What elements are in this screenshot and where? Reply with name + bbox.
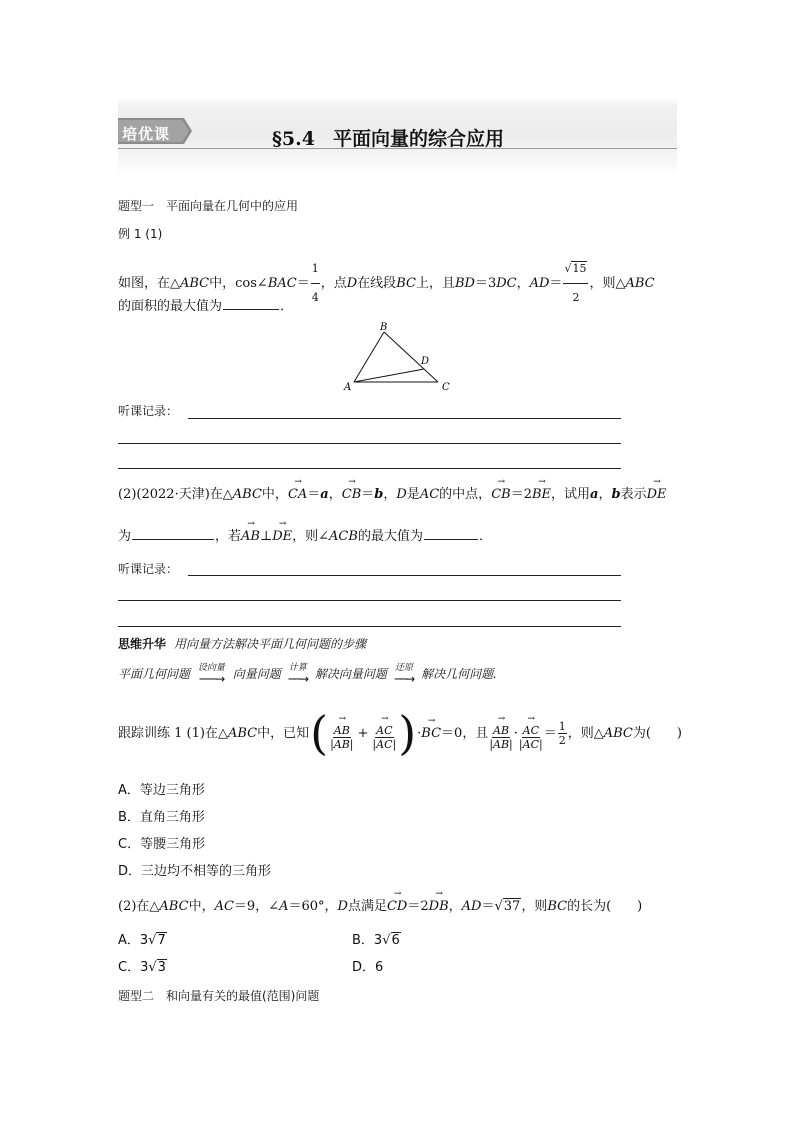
example-label: 例 1 (1) — [118, 227, 163, 241]
example1-part2-line2: 为 ，若→ AB⊥→ DE，则∠ACB的最大值为 ． — [118, 530, 492, 543]
choice-option-c[interactable]: C．3√3 — [118, 960, 166, 975]
example1-line1: 如图，在△ABC中，cos∠BAC＝ $\frac{1}{4}$ ，点D在线段BC上，且BD＝3DC，AD＝ $\frac{√15}{2}$ ，则△ABC — [118, 256, 655, 311]
example1-part2-line1: (2)(2022·天津)在△ABC中，→ CA＝a，→ CB＝b，D是AC的中点，→ CB＝2→ BE，试用a，b表示→ DE — [118, 488, 667, 501]
choice-option-d[interactable]: D．6 — [352, 960, 384, 975]
answer-blank[interactable] — [132, 538, 214, 540]
choice-option-b[interactable]: B．直角三角形 — [118, 810, 205, 825]
vertex-b-label: B — [380, 322, 388, 333]
choice-option-d[interactable]: D．三边均不相等的三角形 — [118, 864, 272, 879]
tracking2-question: (2)在△ABC中，AC＝9，∠A＝60°，D点满足→ CD＝2→ DB，AD＝√37，则BC的长为( ) — [118, 900, 642, 913]
notes-line[interactable] — [188, 418, 621, 419]
notes-label-2: 听课记录： — [118, 562, 179, 576]
example1-line2: 的面积的最大值为 ． — [118, 299, 294, 314]
course-badge — [118, 118, 192, 144]
thinking-text: 用向量方法解决平面几何问题的步骤 — [174, 637, 367, 651]
vertex-c-label: C — [442, 382, 450, 393]
notes-line[interactable] — [118, 443, 621, 444]
type2-heading: 题型二 和向量有关的最值(范围)问题 — [118, 989, 320, 1003]
choice-option-b[interactable]: B．3√6 — [352, 933, 400, 948]
notes-line[interactable] — [118, 468, 621, 469]
thinking-summary — [118, 638, 366, 650]
thinking-label: 思维升华 — [118, 637, 167, 651]
section-number: §5.4 — [272, 128, 315, 150]
vertex-a-label: A — [344, 382, 352, 393]
answer-blank[interactable] — [223, 308, 279, 310]
choice-option-a[interactable]: A．等边三角形 — [118, 783, 205, 798]
notes-line[interactable] — [118, 600, 621, 601]
choice-option-a[interactable]: A．3√7 — [118, 933, 166, 948]
notes-line[interactable] — [188, 575, 621, 576]
fraction-one-quarter: $\frac{1}{4}$ — [311, 256, 320, 311]
notes-line[interactable] — [118, 626, 621, 627]
thinking-steps: 平面几何问题 设向量 ───→ 向量问题 计算 ──→ 解决向量问题 还原 ──→ 解决几何问题. — [118, 663, 497, 686]
fraction-sqrt15-over-2: $\frac{√15}{2}$ — [563, 256, 588, 311]
point-d-label: D — [421, 356, 430, 367]
notes-label-1: 听课记录： — [118, 404, 179, 418]
answer-blank[interactable] — [424, 538, 478, 540]
section-title: 平面向量的综合应用 — [333, 128, 505, 150]
triangle-figure — [340, 320, 460, 395]
tracking1-question: 跟踪训练 1 (1)在△ ABC 中，已知 ( → $\frac{AB}{|AB|}$ + → $\frac{AC}{|AC|}$ ) · → BC ＝0，且 → $\frac{AB}{|AB|}$ · → $\frac{AC}{|AC|}$ ＝ $\frac{1}{2}$ ，则△ ABC 为( ) — [118, 698, 682, 768]
type1-heading: 题型一 平面向量在几何中的应用 — [118, 199, 299, 213]
page-title — [272, 124, 504, 151]
badge-label: 培优课 — [122, 125, 171, 143]
choice-option-c[interactable]: C．等腰三角形 — [118, 837, 206, 852]
